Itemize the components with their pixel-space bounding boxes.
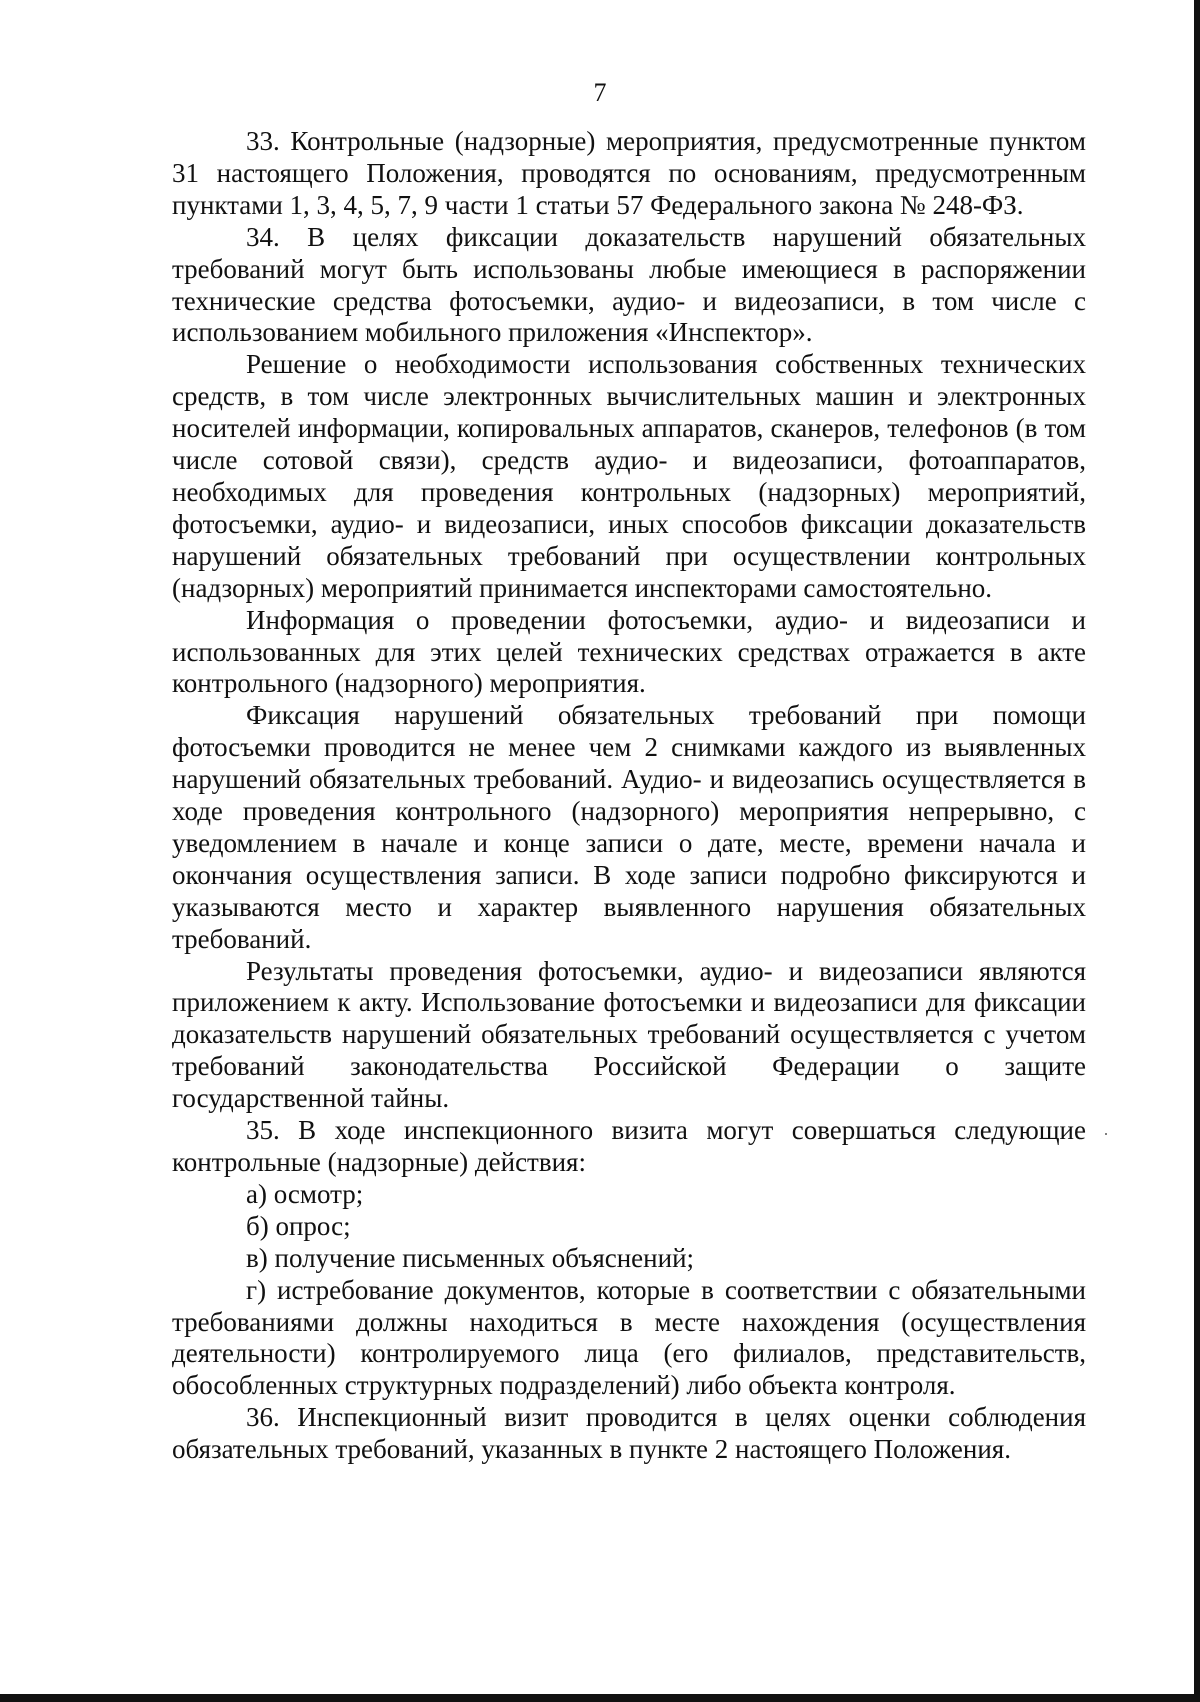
paragraph-technical-means-decision: Решение о необходимости использования собственных технических средств, в том числе электронных вычислительных машин и электронных носителей информации, копировальных аппаратов, сканеров, телефонов (в том числе сотовой связи), средств аудио- и видеозаписи, фотоаппаратов, необходимых для проведения контрольных (надзорных) мероприятий, фотосъемки, аудио- и видеозаписи, иных способов фиксации доказательств нарушений обязательных требований при осуществлении контрольных (надзорных) мероприятий принимается инспекторами самостоятельно.: [172, 349, 1086, 603]
scan-edge-bottom: [0, 1694, 1200, 1702]
paragraph-34: 34. В целях фиксации доказательств нарушений обязательных требований могут быть использованы любые имеющиеся в распоряжении технические средства фотосъемки, аудио- и видеозаписи, в том числе с использованием мобильного приложения «Инспектор».: [172, 221, 1086, 348]
paragraph-35: 35. В ходе инспекционного визита могут совершаться следующие контрольные (надзорные) действия:: [172, 1115, 1086, 1177]
page-number: 7: [593, 78, 607, 107]
paragraph-recording-info: Информация о проведении фотосъемки, аудио- и видеозаписи и использованных для этих целей технических средствах отражается в акте контрольного (надзорного) мероприятия.: [172, 604, 1086, 699]
paragraph-33: 33. Контрольные (надзорные) мероприятия, предусмотренные пунктом 31 настоящего Положения, проводятся по основаниям, предусмотренным пунктами 1, 3, 4, 5, 7, 9 части 1 статьи 57 Федерального закона № 248-ФЗ.: [172, 126, 1086, 220]
scan-edge-right: [1194, 0, 1200, 1702]
paragraph-violation-fixation: Фиксация нарушений обязательных требований при помощи фотосъемки проводится не менее чем 2 снимками каждого из выявленных нарушений обязательных требований. Аудио- и видеозапись осуществляется в ходе проведения контрольного (надзорного) мероприятия непрерывно, с уведомлением в начале и конце записи о дате, месте, времени начала и окончания осуществления записи. В ходе записи подробно фиксируются и указываются место и характер выявленного нарушения обязательных требований.: [172, 700, 1086, 954]
list-item-a: а) осмотр;: [246, 1178, 364, 1209]
document-body: [172, 126, 1086, 1466]
list-item-b: б) опрос;: [246, 1210, 351, 1241]
scan-speck: [1105, 1133, 1107, 1135]
list-item-v: в) получение письменных объяснений;: [246, 1242, 695, 1273]
list-item-g: г) истребование документов, которые в соответствии с обязательными требованиями должны находиться в месте нахождения (осуществления деятельности) контролируемого лица (его филиалов, представительств, обособленных структурных подразделений) либо объекта контроля.: [172, 1274, 1086, 1401]
paragraph-36: 36. Инспекционный визит проводится в целях оценки соблюдения обязательных требований, указанных в пункте 2 настоящего Положения.: [172, 1402, 1086, 1465]
paragraph-recording-results: Результаты проведения фотосъемки, аудио- и видеозаписи являются приложением к акту. Использование фотосъемки и видеозаписи для фиксации доказательств нарушений обязательных требований осуществляется с учетом требований законодательства Российской Федерации о защите государственной тайны.: [172, 955, 1086, 1114]
